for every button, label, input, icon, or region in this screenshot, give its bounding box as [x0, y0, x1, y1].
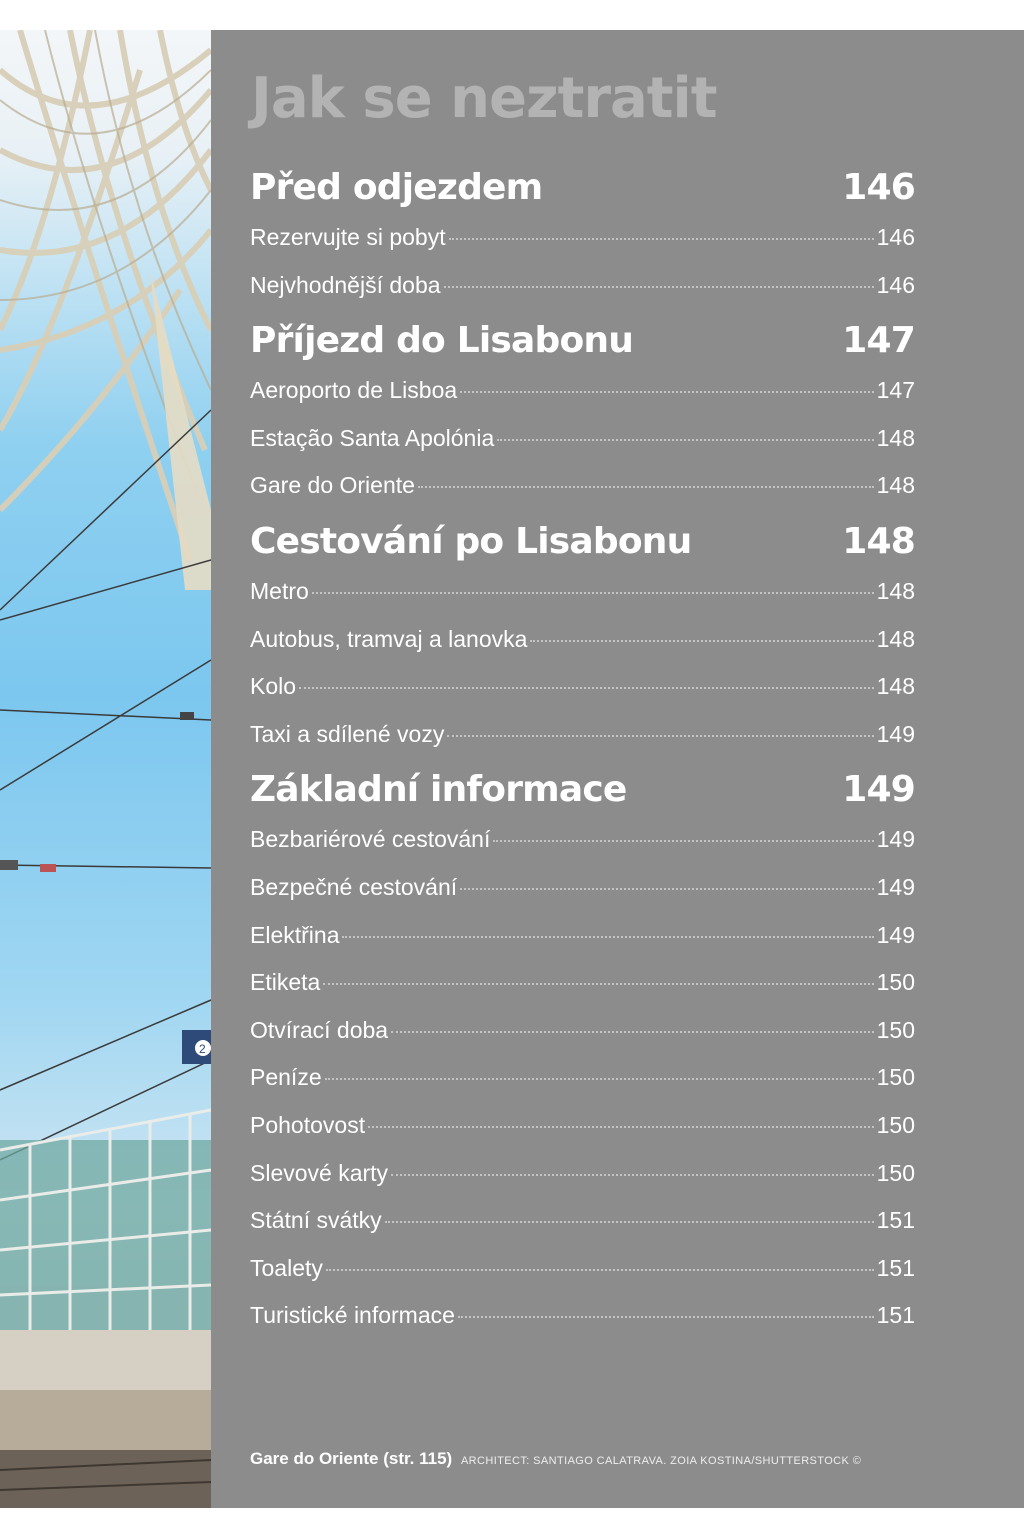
dot-leader [326, 1269, 874, 1271]
entry-label: Elektřina [250, 921, 340, 948]
dot-leader [391, 1031, 874, 1033]
entry-page: 148 [876, 472, 915, 499]
entry-page: 151 [876, 1207, 915, 1234]
toc-entry[interactable] [250, 568, 915, 616]
toc-entry[interactable] [250, 214, 915, 262]
toc-entry[interactable] [250, 912, 915, 960]
entry-label: Autobus, tramvaj a lanovka [250, 625, 528, 652]
entry-label: Turistické informace [250, 1302, 455, 1329]
entry-label: Etiketa [250, 969, 321, 996]
dot-leader [458, 1316, 874, 1318]
toc-entry[interactable] [250, 864, 915, 912]
toc-entry[interactable] [250, 462, 915, 510]
toc-entry[interactable] [250, 1054, 915, 1102]
entry-page: 149 [876, 921, 915, 948]
toc-entry[interactable] [250, 262, 915, 310]
entry-label: Toalety [250, 1254, 323, 1281]
dot-leader [325, 1078, 874, 1080]
dot-leader [530, 640, 873, 642]
station-structure-illustration [0, 30, 211, 1508]
dot-leader [447, 735, 873, 737]
entry-page: 148 [876, 424, 915, 451]
entry-label: Státní svátky [250, 1207, 382, 1234]
dot-leader [312, 592, 874, 594]
dot-leader [497, 439, 873, 441]
section-page: 148 [842, 520, 915, 562]
caption-title: Gare do Oriente (str. 115) [250, 1449, 453, 1468]
entry-page: 148 [876, 673, 915, 700]
entry-page: 149 [876, 826, 915, 853]
station-photo [0, 30, 211, 1508]
entry-label: Kolo [250, 673, 297, 700]
toc-entry[interactable] [250, 816, 915, 864]
entry-label: Metro [250, 577, 309, 604]
section-title: Cestování po Lisabonu [250, 520, 692, 562]
toc-entry[interactable] [250, 1292, 915, 1340]
dot-leader [299, 687, 874, 689]
entry-label: Bezpečné cestování [250, 873, 458, 900]
toc-entry[interactable] [250, 1245, 915, 1293]
entry-label: Aeroporto de Lisboa [250, 377, 458, 404]
section-heading[interactable] [250, 162, 915, 214]
entry-page: 149 [876, 720, 915, 747]
dot-leader [342, 936, 873, 938]
entry-page: 148 [876, 577, 915, 604]
section-title: Před odjezdem [250, 167, 543, 208]
toc-entry[interactable] [250, 663, 915, 711]
section-heading[interactable] [250, 764, 915, 816]
entry-label: Gare do Oriente [250, 472, 415, 499]
entry-page: 150 [876, 1016, 915, 1043]
entry-page: 148 [876, 625, 915, 652]
page-title: Jak se neztratit [251, 66, 717, 131]
table-of-contents [250, 162, 915, 1340]
dot-leader [460, 391, 873, 393]
entry-page: 147 [876, 377, 915, 404]
caption-credit: ARCHITECT: SANTIAGO CALATRAVA. ZOIA KOSTINA/SHUTTERSTOCK © [460, 1455, 862, 1467]
entry-label: Otvírací doba [250, 1016, 389, 1043]
toc-entry[interactable] [250, 1102, 915, 1150]
dot-leader [323, 983, 873, 985]
section-page: 146 [842, 167, 915, 208]
entry-page: 150 [876, 969, 915, 996]
entry-page: 146 [876, 271, 915, 298]
section-page: 147 [842, 320, 915, 362]
section-title: Příjezd do Lisabonu [250, 320, 634, 362]
dot-leader [460, 888, 873, 890]
toc-entry[interactable] [250, 616, 915, 664]
entry-page: 146 [876, 224, 915, 250]
dot-leader [444, 286, 874, 288]
dot-leader [493, 840, 873, 842]
toc-entry[interactable] [250, 711, 915, 759]
entry-label: Slevové karty [250, 1159, 389, 1186]
section-page: 149 [842, 769, 915, 811]
entry-page: 150 [876, 1064, 915, 1091]
entry-label: Rezervujte si pobyt [250, 224, 446, 250]
dot-leader [449, 238, 874, 240]
photo-caption [250, 1449, 861, 1469]
entry-label: Pohotovost [250, 1111, 366, 1138]
entry-label: Taxi a sdílené vozy [250, 720, 445, 747]
dot-leader [368, 1126, 874, 1128]
platform-number: 2 [199, 1042, 206, 1056]
dot-leader [418, 486, 874, 488]
toc-entry[interactable] [250, 959, 915, 1007]
section-title: Základní informace [250, 769, 627, 811]
entry-page: 149 [876, 873, 915, 900]
entry-page: 151 [876, 1302, 915, 1329]
entry-label: Peníze [250, 1064, 322, 1091]
entry-label: Bezbariérové cestování [250, 826, 491, 853]
toc-entry[interactable] [250, 1150, 915, 1198]
section-heading[interactable] [250, 516, 915, 568]
dot-leader [385, 1221, 874, 1223]
entry-label: Nejvhodnější doba [250, 271, 441, 298]
entry-page: 151 [876, 1254, 915, 1281]
entry-page: 150 [876, 1111, 915, 1138]
toc-entry[interactable] [250, 367, 915, 415]
entry-page: 150 [876, 1159, 915, 1186]
toc-entry[interactable] [250, 1007, 915, 1055]
toc-entry[interactable] [250, 415, 915, 463]
section-heading[interactable] [250, 315, 915, 367]
toc-entry[interactable] [250, 1197, 915, 1245]
dot-leader [391, 1174, 874, 1176]
entry-label: Estação Santa Apolónia [250, 424, 495, 451]
